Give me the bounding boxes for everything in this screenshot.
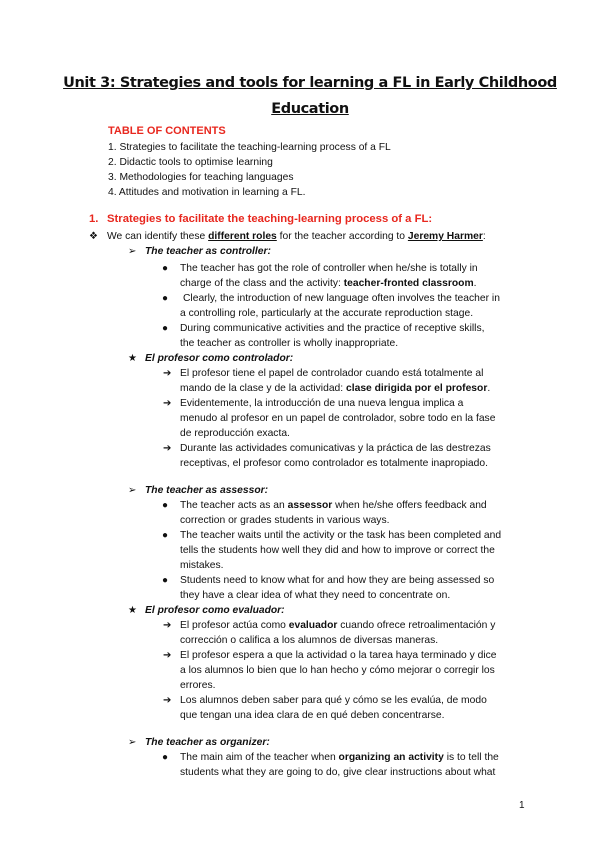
section-1-intro: We can identify these different roles for the teacher according to Jeremy Harmer:	[107, 231, 486, 242]
evaluador-item-3-line-1: Los alumnos deben saber para qué y cómo se les evalúa, de modo	[180, 695, 487, 706]
arrowhead-bullet-icon: ➢	[128, 485, 137, 496]
evaluador-item-3-line-2: que tengan una idea clara de en qué deben concentrarse.	[180, 710, 445, 721]
dot-bullet-icon: ●	[162, 263, 169, 274]
controller-bullet-2-line-1: Clearly, the introduction of new language often involves the teacher in	[183, 293, 500, 304]
organizer-bullet-1-line-2: students what they are going to do, give clear instructions about what	[180, 767, 496, 778]
subheading-controlador: El profesor como controlador:	[145, 353, 294, 364]
toc-item-1: 1. Strategies to facilitate the teaching-learning process of a FL	[108, 142, 391, 153]
star-bullet-icon: ★	[128, 605, 137, 616]
controlador-item-1-line-1: El profesor tiene el papel de controlador cuando está totalmente al	[180, 368, 484, 379]
author-name: Jeremy Harmer	[407, 231, 483, 242]
controlador-item-2-line-2: menudo al profesor en un papel de controlador, sobre todo en la fase	[180, 413, 496, 424]
diamond-bullet-icon: ❖	[89, 231, 98, 242]
controlador-item-3-line-2: receptivas, el profesor como controlador es totalmente inapropiado.	[180, 458, 488, 469]
assessor-bullet-3-line-1: Students need to know what for and how they are being assessed so	[180, 575, 495, 586]
page-number: 1	[519, 800, 525, 811]
evaluador-item-1-line-1: El profesor actúa como evaluador cuando ofrece retroalimentación y	[180, 620, 496, 631]
section-1-number: 1.	[89, 213, 99, 225]
assessor-bullet-2-line-1: The teacher waits until the activity or the task has been completed and	[180, 530, 502, 541]
organizer-bullet-1-line-1: The main aim of the teacher when organizing an activity is to tell the	[180, 752, 499, 763]
arrow-bullet-icon: ➔	[163, 368, 172, 379]
assessor-bullet-2-line-3: mistakes.	[180, 560, 224, 571]
assessor-bullet-1-line-2: correction or grades students in various ways.	[180, 515, 390, 526]
dot-bullet-icon: ●	[162, 752, 169, 763]
dot-bullet-icon: ●	[162, 323, 169, 334]
subheading-evaluador: El profesor como evaluador:	[145, 605, 285, 616]
dot-bullet-icon: ●	[162, 530, 169, 541]
toc-heading: TABLE OF CONTENTS	[108, 125, 226, 137]
arrow-bullet-icon: ➔	[163, 398, 172, 409]
subheading-assessor: The teacher as assessor:	[145, 485, 269, 496]
arrowhead-bullet-icon: ➢	[128, 737, 137, 748]
star-bullet-icon: ★	[128, 353, 137, 364]
controlador-item-2-line-1: Evidentemente, la introducción de una nueva lengua implica a	[180, 398, 464, 409]
controller-bullet-1-line-1: The teacher has got the role of controller when he/she is totally in	[180, 263, 478, 274]
assessor-bullet-1-line-1: The teacher acts as an assessor when he/she offers feedback and	[180, 500, 487, 511]
dot-bullet-icon: ●	[162, 500, 169, 511]
evaluador-item-2-line-2: a los alumnos lo bien que lo han hecho y cómo mejorar o corregir los	[180, 665, 495, 676]
document-title-line-2: Education	[271, 101, 349, 117]
evaluador-item-1-line-2: corrección o califica a los alumnos de diversas maneras.	[180, 635, 439, 646]
arrow-bullet-icon: ➔	[163, 620, 172, 631]
controller-bullet-3-line-1: During communicative activities and the practice of receptive skills,	[180, 323, 485, 334]
arrow-bullet-icon: ➔	[163, 695, 172, 706]
controlador-item-2-line-3: de reproducción exacta.	[180, 428, 290, 439]
dot-bullet-icon: ●	[162, 575, 169, 586]
controller-bullet-2-line-2: a controlling role, particularly at the accurate reproduction stage.	[180, 308, 474, 319]
arrowhead-bullet-icon: ➢	[128, 246, 137, 257]
controller-bullet-1-line-2: charge of the class and the activity: teacher-fronted classroom.	[180, 278, 477, 289]
evaluador-item-2-line-1: El profesor espera a que la actividad o la tarea haya terminado y dice	[180, 650, 497, 661]
toc-item-2: 2. Didactic tools to optimise learning	[108, 157, 273, 168]
controlador-item-1-line-2: mando de la clase y de la actividad: clase dirigida por el profesor.	[180, 383, 491, 394]
controller-bullet-3-line-2: the teacher as controller is wholly inappropriate.	[180, 338, 399, 349]
toc-item-4: 4. Attitudes and motivation in learning a FL.	[108, 187, 306, 198]
toc-item-3: 3. Methodologies for teaching languages	[108, 172, 294, 183]
different-roles-text: different roles	[208, 231, 277, 242]
section-1-heading: Strategies to facilitate the teaching-learning process of a FL:	[107, 213, 433, 225]
assessor-bullet-2-line-2: tells the students how well they did and how to improve or correct the	[180, 545, 495, 556]
arrow-bullet-icon: ➔	[163, 443, 172, 454]
assessor-bullet-3-line-2: they have a clear idea of what they need to concentrate on.	[180, 590, 451, 601]
arrow-bullet-icon: ➔	[163, 650, 172, 661]
dot-bullet-icon: ●	[162, 293, 169, 304]
evaluador-item-2-line-3: errores.	[180, 680, 216, 691]
subheading-organizer: The teacher as organizer:	[145, 737, 270, 748]
controlador-item-3-line-1: Durante las actividades comunicativas y la práctica de las destrezas	[180, 443, 491, 454]
document-title-line-1: Unit 3: Strategies and tools for learning a FL in Early Childhood	[63, 75, 557, 91]
subheading-controller: The teacher as controller:	[145, 246, 271, 257]
